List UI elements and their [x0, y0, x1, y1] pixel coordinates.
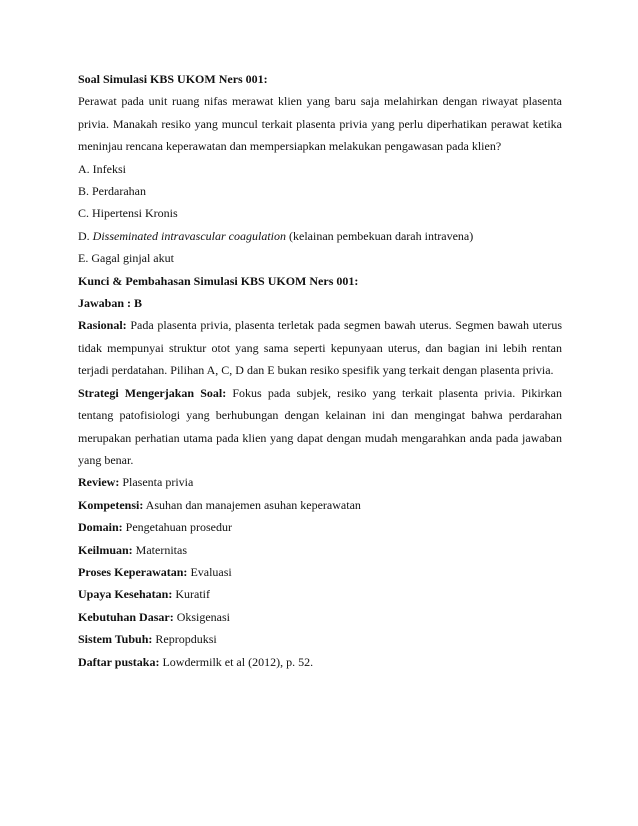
meta-upaya: Upaya Kesehatan: Kuratif [78, 587, 210, 602]
meta-domain: Domain: Pengetahuan prosedur [78, 520, 232, 535]
strategy: Strategi Mengerjakan Soal: Fokus pada subjek, resiko yang terkait plasenta privia. Pikirkan tentang patofisiologi yang berhubungan dengan kelainan ini dan mengingat bahwa perdarahan merupakan perhatian utama pada klien yang dapat dengan mudah mengarahkan anda pada jawaban yang benar. [78, 385, 562, 467]
option-b: B. Perdarahan [78, 184, 146, 199]
option-a: A. Infeksi [78, 161, 126, 176]
question-text: Perawat pada unit ruang nifas merawat klien yang baru saja melahirkan dengan riwayat plasenta privia. Manakah resiko yang muncul terkait plasenta privia yang perlu diperhatikan perawat ketika meninjau rencana keperawatan dan mempersiapkan melakukan pengawasan pada klien? [78, 94, 562, 154]
question-title: Soal Simulasi KBS UKOM Ners 001: [78, 72, 268, 86]
meta-pustaka: Daftar pustaka: Lowdermilk et al (2012), p. 52. [78, 654, 314, 669]
option-c: C. Hipertensi Kronis [78, 206, 178, 221]
meta-proses: Proses Keperawatan: Evaluasi [78, 564, 232, 579]
meta-review: Review: Plasenta privia [78, 475, 194, 490]
option-e: E. Gagal ginjal akut [78, 251, 174, 266]
answer-title: Kunci & Pembahasan Simulasi KBS UKOM Ners 001: [78, 273, 359, 288]
meta-keilmuan: Keilmuan: Maternitas [78, 542, 187, 557]
option-d: D. Disseminated intravascular coagulation (kelainan pembekuan darah intravena) [78, 228, 474, 243]
rationale: Rasional: Pada plasenta privia, plasenta terletak pada segmen bawah uterus. Segmen bawah uterus tidak mempunyai struktur otot yang sama seperti kepunyaan uterus, dan bagian ini lebih rentan terjadi perdatahan. Pilihan A, C, D dan E bukan resiko spesifik yang terkait dengan plasenta privia. [78, 318, 562, 378]
meta-sistem: Sistem Tubuh: Repropduksi [78, 632, 217, 647]
meta-kompetensi: Kompetensi: Asuhan dan manajemen asuhan keperawatan [78, 497, 361, 512]
meta-kebutuhan: Kebutuhan Dasar: Oksigenasi [78, 609, 231, 624]
document-page [78, 68, 562, 673]
answer-key: Jawaban : B [78, 296, 143, 311]
